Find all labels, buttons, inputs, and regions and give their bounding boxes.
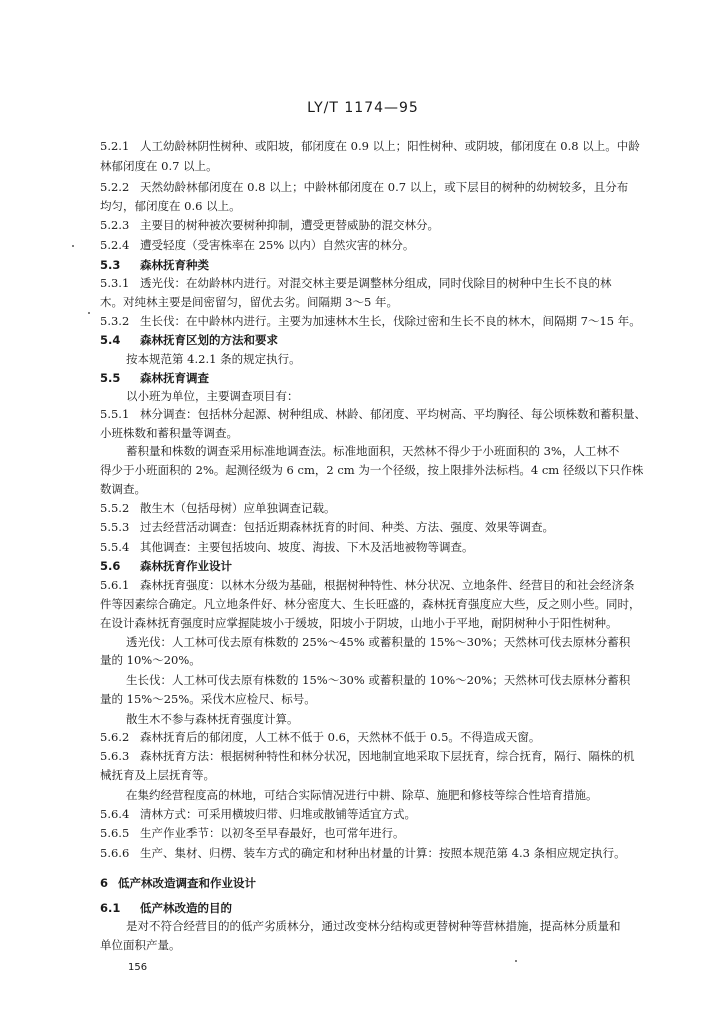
text-line: [100, 936, 660, 954]
clause-text: 生长伐：人工林可伐去原有株数的 15%～30% 或蓄积量的 10%～20%；天然林可伐去原林分蓄积: [126, 673, 631, 687]
text-line: [100, 480, 660, 498]
text-line: [126, 633, 660, 651]
clause-text: 散生木（包括母树）应单独调查记载。: [140, 501, 336, 515]
clause-text: 按本规范第 4.2.1 条的规定执行。: [126, 352, 301, 366]
clause-number: 5.6.3: [100, 749, 130, 763]
clause-5-6-3: [100, 747, 660, 765]
clause-text: 遭受轻度（受害株率在 25% 以内）自然灾害的林分。: [140, 238, 415, 252]
clause-number: 5.2.3: [100, 218, 130, 232]
clause-text: 透光伐：在幼龄林内进行。对混交林主要是调整林分组成，同时伐除目的树种中生长不良的林: [140, 276, 612, 290]
text-line: [100, 651, 660, 669]
clause-text: 件等因素综合确定。凡立地条件好、林分密度大、生长旺盛的，森林抚育强度应大些，反之则小些。同时，: [100, 597, 641, 611]
clause-number: 5.5.3: [100, 520, 130, 534]
clause-text: 得少于小班面积的 2%。起测径级为 6 cm，2 cm 为一个径级，按上限排外法标档。4 cm 径级以下只作株: [100, 463, 644, 477]
clause-5-3-1: [100, 274, 660, 292]
clause-text: 在集约经营程度高的林地，可结合实际情况进行中耕、除草、施肥和修枝等综合性培育措施。: [126, 788, 598, 802]
clause-text: 人工幼龄林阴性树种、或阳坡，郁闭度在 0.9 以上；阳性树种、或阴坡，郁闭度在 0.8 以上。中龄: [140, 139, 640, 153]
text-line: [126, 917, 660, 935]
clause-5-2-4: [100, 236, 660, 254]
clause-number: 5.4: [100, 333, 121, 347]
clause-5-5: [100, 369, 660, 387]
clause-text: 森林抚育方法：根据树种特性和林分状况，因地制宜地采取下层抚育，综合抚育，隔行、隔株的机: [140, 749, 635, 763]
text-line: [100, 424, 660, 442]
text-line: [100, 461, 660, 479]
clause-text: 械抚育及上层抚育等。: [100, 768, 215, 782]
clause-text: 森林抚育后的郁闭度，人工林不低于 0.6，天然林不低于 0.5。不得造成天窗。: [140, 730, 541, 744]
clause-text: 透光伐：人工林可伐去原有株数的 25%～45% 或蓄积量的 15%～30%；天然林可伐去原林分蓄积: [126, 635, 631, 649]
clause-number: 5.3.1: [100, 276, 130, 290]
clause-6-1: [100, 899, 660, 917]
clause-text: 蓄积量和株数的调查采用标准地调查法。标准地面积，天然林不得少于小班面积的 3%，人工林不: [126, 444, 620, 458]
text-line: [100, 197, 660, 215]
text-line: [100, 595, 660, 613]
clause-text: 森林抚育作业设计: [140, 559, 232, 573]
clause-text: 林郁闭度在 0.7 以上。: [100, 159, 218, 173]
clause-5-6-6: [100, 844, 660, 862]
scan-speck: [72, 245, 74, 247]
clause-5-2-2: [100, 178, 660, 196]
text-line: [100, 293, 660, 311]
clause-text: 天然幼龄林郁闭度在 0.8 以上；中龄林郁闭度在 0.7 以上，或下层目的树种的幼树较多，且分布: [140, 180, 629, 194]
clause-5-6-5: [100, 824, 660, 842]
clause-text: 散生木不参与森林抚育强度计算。: [126, 712, 299, 726]
clause-text: 林分调查：包括林分起源、树种组成、林龄、郁闭度、平均树高、平均胸径、每公顷株数和蓄积量、: [140, 407, 646, 421]
clause-5-3-2: [100, 312, 660, 330]
clause-5-6-1: [100, 576, 660, 594]
clause-text: 森林抚育区划的方法和要求: [140, 333, 278, 347]
clause-text: 量的 15%～25%。采伐木应检尺、标号。: [100, 692, 316, 706]
clause-5-2-1: [100, 137, 660, 155]
clause-text: 数调查。: [100, 482, 146, 496]
clause-6: [100, 874, 660, 892]
text-line: [126, 442, 660, 460]
clause-number: 5.2.1: [100, 139, 130, 153]
scan-speck: [88, 312, 90, 314]
text-line: [126, 786, 660, 804]
clause-number: 5.2.4: [100, 238, 130, 252]
text-line: [100, 157, 660, 175]
clause-number: 5.6: [100, 559, 121, 573]
clause-5-3: [100, 256, 660, 274]
text-line: [126, 710, 660, 728]
text-line: [126, 671, 660, 689]
clause-number: 6.1: [100, 901, 121, 915]
text-line: [100, 614, 660, 632]
clause-number: 5.6.4: [100, 807, 130, 821]
clause-text: 以小班为单位，主要调查项目有：: [126, 389, 299, 403]
clause-text: 生产、集材、归楞、装车方式的确定和材种出材量的计算：按照本规范第 4.3 条相应规定执行。: [140, 846, 626, 860]
clause-5-4: [100, 331, 660, 349]
clause-text: 生产作业季节：以初冬至早春最好，也可常年进行。: [140, 826, 405, 840]
clause-text: 低产林改造调查和作业设计: [118, 876, 256, 890]
clause-number: 6: [100, 876, 109, 890]
clause-text: 单位面积产量。: [100, 938, 181, 952]
page-number: 156: [128, 962, 148, 973]
scan-speck: [515, 960, 517, 962]
clause-number: 5.6.1: [100, 578, 130, 592]
clause-text: 森林抚育调查: [140, 371, 209, 385]
clause-number: 5.6.2: [100, 730, 130, 744]
clause-5-5-1: [100, 405, 660, 423]
clause-text: 小班株数和蓄积量等调查。: [100, 426, 238, 440]
clause-number: 5.6.5: [100, 826, 130, 840]
clause-text: 是对不符合经营目的的低产劣质林分，通过改变林分结构或更替树种等营林措施，提高林分质量和: [126, 919, 621, 933]
clause-number: 5.6.6: [100, 846, 130, 860]
clause-5-6-2: [100, 728, 660, 746]
clause-text: 森林抚育强度：以林木分级为基础，根据树种特性、林分状况、立地条件、经营目的和社会经济条: [140, 578, 635, 592]
clause-text: 生长伐：在中龄林内进行。主要为加速林木生长，伐除过密和生长不良的林木，间隔期 7～15 年。: [140, 314, 641, 328]
text-line: [100, 690, 660, 708]
text-line: [126, 350, 660, 368]
clause-number: 5.2.2: [100, 180, 130, 194]
clause-text: 过去经营活动调查：包括近期森林抚育的时间、种类、方法、强度、效果等调查。: [140, 520, 554, 534]
clause-text: 其他调查：主要包括坡向、坡度、海拔、下木及活地被物等调查。: [140, 540, 474, 554]
clause-number: 5.5.2: [100, 501, 130, 515]
clause-number: 5.5.4: [100, 540, 130, 554]
page-header-standard-code: LY/T 1174—95: [307, 100, 419, 116]
clause-5-5-4: [100, 538, 660, 556]
clause-5-5-3: [100, 518, 660, 536]
clause-5-6: [100, 557, 660, 575]
clause-number: 5.5.1: [100, 407, 130, 421]
clause-number: 5.3: [100, 258, 121, 272]
clause-text: 量的 10%～20%。: [100, 653, 201, 667]
clause-text: 均匀，郁闭度在 0.6 以上。: [100, 199, 241, 213]
clause-number: 5.5: [100, 371, 121, 385]
clause-number: 5.3.2: [100, 314, 130, 328]
clause-text: 主要目的树种被次要树种抑制，遭受更替威胁的混交林分。: [140, 218, 439, 232]
clause-text: 低产林改造的目的: [140, 901, 232, 915]
text-line: [100, 766, 660, 784]
clause-5-5-2: [100, 499, 660, 517]
clause-text: 清林方式：可采用横坡归带、归堆或散铺等适宜方式。: [140, 807, 416, 821]
clause-text: 木。对纯林主要是间密留匀，留优去劣。间隔期 3～5 年。: [100, 295, 398, 309]
clause-text: 森林抚育种类: [140, 258, 209, 272]
clause-5-2-3: [100, 216, 660, 234]
text-line: [126, 387, 660, 405]
clause-text: 在设计森林抚育强度时应掌握陡坡小于缓坡，阳坡小于阴坡，山地小于平地，耐阴树种小于阳性树种。: [100, 616, 618, 630]
clause-5-6-4: [100, 805, 660, 823]
